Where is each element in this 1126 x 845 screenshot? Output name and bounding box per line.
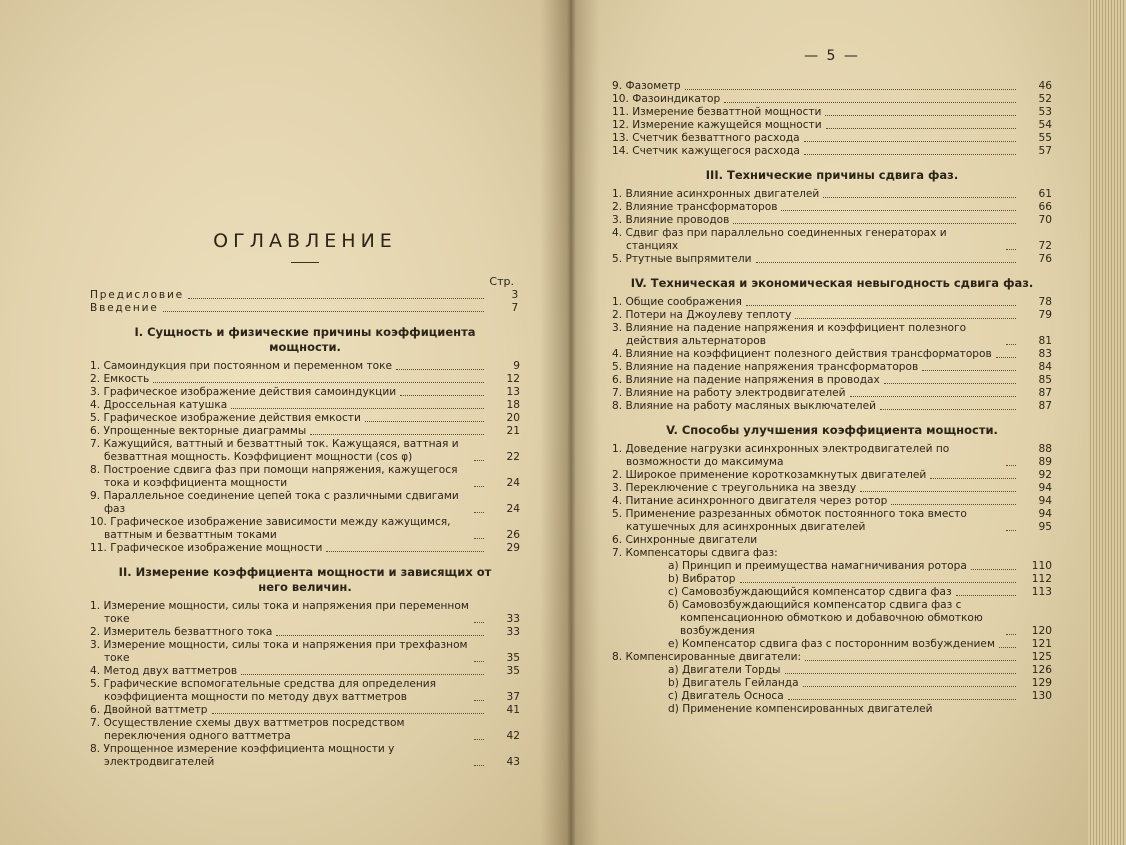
toc-subentry [612,664,1052,677]
entry-page: 79 [1038,309,1052,321]
dot-leader [1006,634,1016,635]
toc-entry [612,508,1052,534]
toc-entry [612,469,1052,482]
toc-entry [612,482,1052,495]
entry-title: 1. Влияние асинхронных двигателей [612,188,820,200]
continued-entries [612,80,1052,158]
toc-entry [612,547,1052,560]
entry-page: 53 [1038,106,1052,118]
entry-page: 46 [1038,80,1052,92]
entry-page: 57 [1038,145,1052,157]
entry-title: 8. Упрощенное измерение коэффициента мощности у электродвигателей [90,743,395,768]
dot-leader [825,115,1016,116]
dot-leader [474,700,484,701]
entry-page: 130 [1031,690,1052,702]
toc-entry [90,289,520,302]
entry-page: 33 [506,626,520,638]
toc-subentry [612,638,1052,651]
toc-subentry [612,677,1052,690]
toc-entry [612,322,1052,348]
entry-title: 8. Компенсированные двигатели: [612,651,802,663]
entry-page: 9 [513,360,520,372]
section-heading: IV. Техническая и экономическая невыгодность сдвига фаз. [630,276,1034,290]
dot-leader [733,223,1016,224]
dot-leader [685,89,1016,90]
entry-title: 8. Построение сдвига фаз при помощи напряжения, кажущегося тока и коэффициента мощности [90,464,458,489]
dot-leader [474,661,484,662]
entry-title: 13. Счетчик безваттного расхода [612,132,800,144]
toc-entry [90,438,520,464]
toc-entry [90,626,520,639]
right-page [568,0,1088,845]
section-heading: I. Сущность и физические причины коэффициента мощности. [134,325,476,354]
entry-page: 21 [506,425,520,437]
entry-page-second: 95 [1038,521,1052,533]
entry-page-first: 88 [1038,443,1052,455]
toc-entry [612,227,1052,253]
entry-title: δ) Самовозбуждающийся компенсатор сдвига фаз с компенсационною обмоткою и добавочною обмоткою возбуждения [668,599,983,637]
entry-page: 37 [506,691,520,703]
toc-entry [90,542,520,555]
entry-title: 2. Широкое применение короткозамкнутых двигателей [612,469,927,481]
toc-entry [90,360,520,373]
entry-page: 22 [506,451,520,463]
entry-title: 7. Компенсаторы сдвига фаз: [612,547,778,559]
entry-page: 20 [506,412,520,424]
entry-title: 2. Потери на Джоулеву теплоту [612,309,792,321]
entry-title: a) Принцип и преимущества намагничивания ротора [668,560,967,572]
dot-leader [474,486,484,487]
entry-title: e) Компенсатор сдвига фаз с посторонним возбуждением [668,638,995,650]
entry-page-second: 89 [1038,456,1052,468]
dot-leader [891,504,1016,505]
entry-title: 2. Емкость [90,373,150,385]
dot-leader [400,395,484,396]
entry-title: b) Вибратор [668,573,736,585]
entry-title: 4. Питание асинхронного двигателя через ротор [612,495,888,507]
dot-leader [823,197,1016,198]
entry-title: 1. Измерение мощности, силы тока и напряжения при переменном токе [90,600,469,625]
dot-leader [788,699,1016,700]
toc-entry [612,214,1052,227]
toc-entry [612,387,1052,400]
toc-entry [90,516,520,542]
dot-leader [930,478,1016,479]
entry-page: 26 [506,529,520,541]
left-page-content [90,230,520,769]
dot-leader [922,370,1016,371]
toc-entry [612,188,1052,201]
entry-page: 126 [1031,664,1052,676]
entry-page [1020,508,1052,534]
entry-page: 13 [506,386,520,398]
dot-leader [850,396,1016,397]
left-sections [90,325,520,769]
entry-title: 10. Фазоиндикатор [612,93,721,105]
dot-leader [724,102,1016,103]
toc-entry [612,495,1052,508]
entry-title: c) Самовозбуждающийся компенсатор сдвига фаз [668,586,952,598]
dot-leader [803,686,1016,687]
entry-title: 4. Влияние на коэффициент полезного действия трансформаторов [612,348,992,360]
prelude-list [90,289,520,315]
entry-title: 9. Параллельное соединение цепей тока с различными сдвигами фаз [90,490,459,515]
dot-leader [956,595,1016,596]
dot-leader [231,408,484,409]
entry-page: 92 [1038,469,1052,481]
entry-title: 2. Измеритель безваттного тока [90,626,273,638]
entry-page: 81 [1038,335,1052,347]
entry-title: 4. Метод двух ваттметров [90,665,238,677]
toc-entry [90,678,520,704]
entry-title: 4. Дроссельная катушка [90,399,228,411]
dot-leader [781,210,1016,211]
entry-page: 29 [506,542,520,554]
toc-subentry [612,690,1052,703]
dot-leader [1006,344,1016,345]
entry-title: d) Применение компенсированных двигателей [668,703,933,715]
dot-leader [188,298,484,299]
entry-page: 125 [1031,651,1052,663]
dot-leader [241,674,484,675]
dot-leader [153,382,484,383]
entry-title: 7. Осуществление схемы двух ваттметров посредством переключения одного ваттметра [90,717,405,742]
dot-leader [474,622,484,623]
title-rule [291,262,319,263]
entry-title: a) Двигатели Торды [668,664,781,676]
toc-entry [90,717,520,743]
toc-entry [90,600,520,626]
entry-title: b) Двигатель Гейланда [668,677,799,689]
toc-entry [612,119,1052,132]
dot-leader [474,460,484,461]
entry-title: 7. Кажущийся, ваттный и безваттный ток. Кажущаяся, ваттная и безваттная мощность. Коэффициент мощности (cos φ) [90,438,459,463]
toc-entry [612,296,1052,309]
entry-page: 83 [1038,348,1052,360]
entry-page: 54 [1038,119,1052,131]
dot-leader [396,369,484,370]
toc-entry [90,639,520,665]
entry-page: 78 [1038,296,1052,308]
entry-page: 35 [506,665,520,677]
toc-entry [90,373,520,386]
entry-page: 110 [1031,560,1052,572]
entry-title: 5. Применение разрезанных обмоток постоянного тока вместо катушечных для асинхронных двигателей [612,508,967,533]
dot-leader [804,154,1016,155]
entry-title: 3. Измерение мощности, силы тока и напряжения при трехфазном токе [90,639,468,664]
entry-page: 94 [1038,495,1052,507]
toc-subentry [612,586,1052,599]
toc-entry [612,651,1052,664]
dot-leader [474,739,484,740]
toc-entry [90,412,520,425]
entry-title: 1. Доведение нагрузки асинхронных электродвигателей по возможности до максимума [612,443,950,468]
entry-page: 84 [1038,361,1052,373]
entry-title: 3. Влияние проводов [612,214,730,226]
entry-page: 120 [1031,625,1052,637]
entry-title: 9. Фазометр [612,80,681,92]
entry-page: 66 [1038,201,1052,213]
entry-title: 5. Графическое изображение действия емкости [90,412,361,424]
dot-leader [746,305,1016,306]
entry-title: 6. Двойной ваттметр [90,704,208,716]
entry-title: 1. Самоиндукция при постоянном и переменном токе [90,360,393,372]
entry-page: 94 [1038,482,1052,494]
page-number: — 5 — [804,48,860,64]
entry-title: c) Двигатель Осноса [668,690,784,702]
toc-entry [90,302,520,315]
dot-leader [880,409,1016,410]
entry-title: 14. Счетчик кажущегося расхода [612,145,800,157]
dot-leader [365,421,484,422]
page-column-label: Стр. [489,275,514,288]
entry-title: 5. Графические вспомогательные средства для определения коэффициента мощности по методу двух ваттметров [90,678,437,703]
section-heading: II. Измерение коэффициента мощности и зависящих от него величин. [118,565,492,594]
entry-title: Предисловие [90,289,184,301]
dot-leader [826,128,1016,129]
entry-page: 61 [1038,188,1052,200]
entry-page: 24 [506,477,520,489]
toc-entry [612,253,1052,266]
entry-title: 4. Сдвиг фаз при параллельно соединенных генераторах и станциях [612,227,947,252]
toc-entry [612,106,1052,119]
dot-leader [212,713,484,714]
entry-page: 113 [1031,586,1052,598]
section-heading: V. Способы улучшения коэффициента мощности. [666,423,998,437]
dot-leader [804,141,1016,142]
entry-title: 3. Графическое изображение действия самоиндукции [90,386,397,398]
dot-leader [971,569,1016,570]
toc-subentry [612,599,1052,638]
entry-page: 12 [506,373,520,385]
entry-title: 1. Общие соображения [612,296,742,308]
toc-entry [612,145,1052,158]
dot-leader [996,357,1016,358]
entry-page: 85 [1038,374,1052,386]
entry-page: 55 [1038,132,1052,144]
entry-title: 12. Измерение кажущейся мощности [612,119,822,131]
toc-entry [90,399,520,412]
entry-title: 2. Влияние трансформаторов [612,201,778,213]
dot-leader [1006,530,1016,531]
dot-leader [163,311,484,312]
toc-entry [612,443,1052,469]
entry-page: 7 [511,302,520,314]
entry-page: 18 [506,399,520,411]
right-sections [612,168,1052,716]
entry-title: 6. Влияние на падение напряжения в проводах [612,374,880,386]
dot-leader [756,262,1016,263]
toc-entry [90,386,520,399]
toc-entry [612,400,1052,413]
entry-page: 87 [1038,387,1052,399]
dot-leader [276,635,484,636]
entry-page: 41 [506,704,520,716]
entry-title: 6. Синхронные двигатели [612,534,758,546]
entry-page: 72 [1038,240,1052,252]
dot-leader [474,765,484,766]
entry-page: 24 [506,503,520,515]
dot-leader [884,383,1016,384]
dot-leader [795,318,1016,319]
toc-entry [90,425,520,438]
entry-title: 5. Влияние на падение напряжения трансформаторов [612,361,919,373]
dot-leader [1006,465,1016,466]
right-page-content [612,48,1052,716]
toc-entry [612,93,1052,106]
toc-entry [90,704,520,717]
section-heading: III. Технические причины сдвига фаз. [705,168,959,182]
entry-page: 87 [1038,400,1052,412]
entry-page: 76 [1038,253,1052,265]
dot-leader [785,673,1016,674]
toc-entry [612,361,1052,374]
page-edges [1088,0,1126,845]
dot-leader [1006,249,1016,250]
entry-title: 7. Влияние на работу электродвигателей [612,387,846,399]
entry-title: Введение [90,302,159,314]
entry-title: 3. Влияние на падение напряжения и коэффициент полезного действия альтернаторов [612,322,967,347]
entry-page: 43 [506,756,520,768]
toc-entry [612,132,1052,145]
dot-leader [326,551,484,552]
entry-page: 112 [1031,573,1052,585]
toc-entry [90,743,520,769]
toc-subentry [612,573,1052,586]
toc-subentry [612,703,1052,716]
entry-page: 35 [506,652,520,664]
toc-subentry [612,560,1052,573]
toc-entry [612,201,1052,214]
entry-page: 3 [511,289,520,301]
dot-leader [474,538,484,539]
entry-title: 6. Упрощенные векторные диаграммы [90,425,307,437]
dot-leader [310,434,484,435]
toc-title: ОГЛАВЛЕНИЕ [213,230,397,252]
toc-entry [612,80,1052,93]
toc-entry [612,374,1052,387]
entry-page: 33 [506,613,520,625]
entry-title: 8. Влияние на работу масляных выключателей [612,400,876,412]
entry-title: 3. Переключение с треугольника на звезду [612,482,857,494]
entry-page-first: 94 [1038,508,1052,520]
toc-entry [90,464,520,490]
entry-title: 5. Ртутные выпрямители [612,253,752,265]
entry-title: 10. Графическое изображение зависимости между кажущимся, ваттным и безваттным токами [90,516,451,541]
dot-leader [474,512,484,513]
dot-leader [860,491,1016,492]
entry-title: 11. Измерение безваттной мощности [612,106,822,118]
entry-page: 52 [1038,93,1052,105]
toc-entry [612,309,1052,322]
entry-page: 129 [1031,677,1052,689]
entry-page: 42 [506,730,520,742]
entry-page [1020,443,1052,469]
toc-entry [90,490,520,516]
dot-leader [999,647,1016,648]
entry-title: 11. Графическое изображение мощности [90,542,323,554]
dot-leader [805,660,1016,661]
toc-entry [612,534,1052,547]
dot-leader [740,582,1016,583]
toc-entry [612,348,1052,361]
entry-page: 121 [1031,638,1052,650]
entry-page: 70 [1038,214,1052,226]
toc-entry [90,665,520,678]
